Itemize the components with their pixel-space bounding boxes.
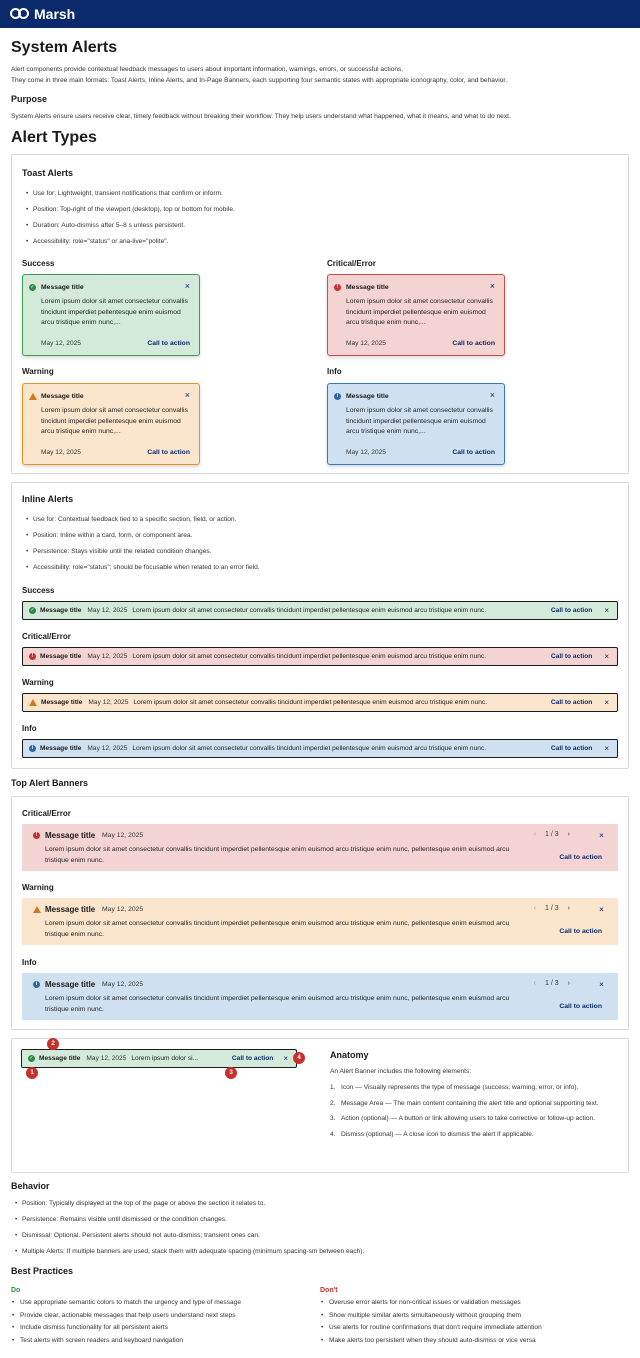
- list-item: • Use for: Lightweight, transient notifications that confirm or inform.: [26, 190, 235, 206]
- close-icon[interactable]: ×: [489, 390, 495, 400]
- dont-heading: Don't: [320, 1287, 338, 1294]
- inline-guidelines-list: [26, 516, 260, 580]
- banner-pager: [534, 905, 570, 912]
- anatomy-marker-dismiss: 4: [293, 1052, 305, 1064]
- info-circle-icon: i: [334, 393, 341, 400]
- alert-date: May 12, 2025: [88, 699, 129, 706]
- banner-body: Lorem ipsum dolor sit amet consectetur convallis tincidunt imperdiet pellentesque enim euismod arcu tristique enim nunc, pellentesque enim euismod arcu tristique enim nunc.: [45, 920, 510, 938]
- list-item: • Use alerts for routine confirmations that don't require immediate attention: [320, 1324, 542, 1337]
- check-circle-icon: ✓: [29, 1055, 34, 1061]
- banner-pager: [534, 980, 570, 987]
- alert-body: Lorem ipsum dolor sit amet consectetur convallis tincidunt imperdiet pellentesque enim euismod arcu tristique enim nunc.: [132, 745, 487, 752]
- inline-alert-warning: [22, 693, 618, 712]
- banner-error-label: Critical/Error: [22, 809, 71, 818]
- list-item: [330, 1114, 614, 1125]
- list-item: • Accessibility: role="status"; should be focusable when related to an error field.: [26, 564, 260, 580]
- item-text: Message Area — The main content containing the alert title and optional supporting text.: [341, 1099, 599, 1107]
- inline-info-label: Info: [22, 724, 37, 733]
- call-to-action-link[interactable]: Call to action: [550, 653, 593, 660]
- anatomy-marker-action: 3: [225, 1067, 237, 1079]
- toast-body: Lorem ipsum dolor sit amet consectetur convallis tincidunt imperdiet pellentesque enim euismod arcu tristique enim nunc,...: [41, 298, 188, 326]
- banner-date: May 12, 2025: [102, 981, 144, 988]
- toast-success: [22, 274, 200, 356]
- list-item: • Make alerts too persistent when they should auto-dismiss or vice versa: [320, 1337, 542, 1350]
- alert-date: May 12, 2025: [87, 607, 128, 614]
- marsh-logo-icon: [10, 8, 30, 20]
- item-text: Dismiss (optional) — A close icon to dismiss the alert if applicable.: [341, 1130, 534, 1138]
- list-item: • Show multiple similar alerts simultaneously without grouping them: [320, 1312, 542, 1325]
- toast-title: Message title: [41, 393, 84, 400]
- do-list: [11, 1299, 241, 1349]
- toast-body: Lorem ipsum dolor sit amet consectetur convallis tincidunt imperdiet pellentesque enim euismod arcu tristique enim nunc,...: [346, 298, 493, 326]
- banner-date: May 12, 2025: [102, 906, 144, 913]
- banner-title: Message title: [45, 905, 96, 914]
- call-to-action-link[interactable]: Call to action: [147, 449, 190, 456]
- brand-name: Marsh: [34, 6, 76, 22]
- inline-warning-label: Warning: [22, 678, 54, 687]
- chevron-left-icon[interactable]: ‹: [533, 831, 537, 838]
- intro-line-1: Alert components provide contextual feedback messages to users about important information, warnings, errors, or successful actions.: [11, 66, 404, 73]
- warning-triangle-icon: [29, 393, 37, 400]
- anatomy-example-alert: [21, 1049, 297, 1068]
- anatomy-marker-icon: 1: [26, 1067, 38, 1079]
- banner-info: [22, 973, 618, 1020]
- call-to-action-link[interactable]: Call to action: [452, 340, 495, 347]
- toast-warning-label: Warning: [22, 367, 54, 376]
- toast-date: May 12, 2025: [346, 340, 386, 347]
- list-item: [330, 1130, 614, 1141]
- pager-count: 1 / 3: [545, 905, 559, 912]
- banner-body: Lorem ipsum dolor sit amet consectetur convallis tincidunt imperdiet pellentesque enim euismod arcu tristique enim nunc, pellentesque enim euismod arcu tristique enim nunc.: [45, 846, 510, 864]
- close-icon[interactable]: ×: [599, 979, 604, 989]
- banner-info-label: Info: [22, 958, 37, 967]
- toast-title: Message title: [346, 393, 389, 400]
- list-item: • Position: Typically displayed at the top of the page or above the section it relates to.: [15, 1200, 364, 1216]
- check-circle-icon: ✓: [30, 284, 35, 290]
- alert-body: Lorem ipsum dolor sit amet consectetur convallis tincidunt imperdiet pellentesque enim euismod arcu tristique enim nunc.: [132, 653, 487, 660]
- list-item: • Accessibility: role="status" or aria-live="polite".: [26, 238, 235, 254]
- banner-pager: [534, 831, 570, 838]
- close-icon[interactable]: ×: [604, 698, 609, 707]
- toast-title: Message title: [346, 284, 389, 291]
- close-icon[interactable]: ×: [604, 606, 609, 615]
- alert-types-heading: Alert Types: [11, 129, 97, 146]
- list-item: • Position: Top-right of the viewport (desktop), top or bottom for mobile.: [26, 206, 235, 222]
- marsh-logo[interactable]: [10, 6, 75, 22]
- close-icon[interactable]: ×: [184, 390, 190, 400]
- toast-error-label: Critical/Error: [327, 259, 376, 268]
- chevron-right-icon[interactable]: ›: [567, 831, 570, 838]
- list-item: • Provide clear, actionable messages that help users understand next steps: [11, 1312, 241, 1325]
- list-item: • Persistence: Remains visible until dismissed or the condition changes.: [15, 1216, 364, 1232]
- list-item: • Dismissal: Optional. Persistent alerts should not auto-dismiss; transient ones can.: [15, 1232, 364, 1248]
- toast-info-label: Info: [327, 367, 342, 376]
- chevron-left-icon[interactable]: ‹: [533, 980, 537, 987]
- alert-date: May 12, 2025: [87, 745, 128, 752]
- banner-title: Message title: [45, 980, 96, 989]
- close-icon[interactable]: ×: [599, 830, 604, 840]
- toast-body: Lorem ipsum dolor sit amet consectetur convallis tincidunt imperdiet pellentesque enim euismod arcu tristique enim nunc,...: [346, 407, 493, 435]
- anatomy-marker-message: 2: [47, 1038, 59, 1050]
- close-icon[interactable]: ×: [599, 904, 604, 914]
- item-number: 2.: [330, 1099, 336, 1107]
- toast-date: May 12, 2025: [41, 340, 81, 347]
- list-item: • Duration: Auto-dismiss after 5–8 s unless persistent.: [26, 222, 235, 238]
- anatomy-heading: Anatomy: [330, 1050, 369, 1060]
- alert-title: Message title: [39, 1055, 81, 1062]
- close-icon[interactable]: ×: [184, 281, 190, 291]
- call-to-action-link[interactable]: Call to action: [550, 699, 593, 706]
- dont-list: [320, 1299, 542, 1349]
- item-number: 1.: [330, 1084, 336, 1091]
- call-to-action-link[interactable]: Call to action: [550, 607, 593, 614]
- page-title: System Alerts: [11, 39, 118, 56]
- anatomy-list: [330, 1083, 614, 1145]
- toast-success-label: Success: [22, 259, 55, 268]
- intro-text: [11, 65, 507, 86]
- alert-title: Message title: [40, 745, 82, 752]
- item-text: Action (optional) — A button or link allowing users to take corrective or follow-up action.: [341, 1115, 595, 1122]
- list-item: • Overuse error alerts for non-critical issues or validation messages: [320, 1299, 542, 1312]
- purpose-heading: Purpose: [11, 94, 48, 104]
- list-item: • Include dismiss functionality for all persistent alerts: [11, 1324, 241, 1337]
- item-number: 3.: [330, 1115, 336, 1122]
- toast-warning: [22, 383, 200, 465]
- list-item: • Use for: Contextual feedback tied to a specific section, field, or action.: [26, 516, 260, 532]
- inline-error-label: Critical/Error: [22, 632, 71, 641]
- inline-alert-info: [22, 739, 618, 758]
- pager-count: 1 / 3: [545, 831, 559, 838]
- alert-date: May 12, 2025: [87, 653, 128, 660]
- alert-body: Lorem ipsum dolor sit amet consectetur convallis tincidunt imperdiet pellentesque enim euismod arcu tristique enim nunc.: [133, 699, 488, 706]
- toast-error: [327, 274, 505, 356]
- intro-line-2: They come in three main formats: Toast Alerts, Inline Alerts, and In-Page Banners, each supporting four semantic states with appropriate iconography, color, and behavior.: [11, 76, 508, 84]
- list-item: • Multiple Alerts: If multiple banners are used, stack them with adequate spacing (minimum spacing-sm between each).: [15, 1248, 364, 1264]
- item-number: 4.: [330, 1130, 336, 1138]
- chevron-right-icon[interactable]: ›: [567, 980, 570, 987]
- alert-title: Message title: [40, 607, 82, 614]
- alert-title: Message title: [40, 653, 82, 660]
- call-to-action-link[interactable]: Call to action: [452, 449, 495, 456]
- toast-info: [327, 383, 505, 465]
- best-practices-heading: Best Practices: [11, 1266, 74, 1276]
- top-banners-card: [11, 796, 629, 1030]
- list-item: [330, 1083, 614, 1094]
- inline-success-label: Success: [22, 586, 55, 595]
- list-item: [330, 1099, 614, 1110]
- close-icon[interactable]: ×: [604, 652, 609, 661]
- toast-guidelines-list: [26, 190, 235, 254]
- alert-title: Message title: [41, 699, 83, 706]
- toast-body: Lorem ipsum dolor sit amet consectetur convallis tincidunt imperdiet pellentesque enim euismod arcu tristique enim nunc,...: [41, 407, 188, 435]
- top-banners-heading: Top Alert Banners: [11, 778, 89, 788]
- call-to-action-link[interactable]: Call to action: [231, 1055, 274, 1062]
- alert-date: May 12, 2025: [86, 1055, 127, 1062]
- pager-count: 1 / 3: [545, 980, 559, 987]
- list-item: • Use appropriate semantic colors to match the urgency and type of message: [11, 1299, 241, 1312]
- alert-body: Lorem ipsum dolor si...: [131, 1055, 199, 1062]
- call-to-action-link[interactable]: Call to action: [147, 340, 190, 347]
- list-item: • Position: Inline within a card, form, or component area.: [26, 532, 260, 548]
- warning-triangle-icon: [33, 906, 41, 913]
- toast-alerts-heading: Toast Alerts: [22, 168, 74, 178]
- info-circle-icon: i: [29, 745, 36, 752]
- toast-date: May 12, 2025: [41, 449, 81, 456]
- inline-alerts-heading: Inline Alerts: [22, 494, 74, 504]
- error-circle-icon: !: [33, 832, 40, 839]
- close-icon[interactable]: ×: [283, 1054, 288, 1063]
- banner-body: Lorem ipsum dolor sit amet consectetur convallis tincidunt imperdiet pellentesque enim euismod arcu tristique enim nunc, pellentesque enim euismod arcu tristique enim nunc.: [45, 995, 510, 1013]
- item-text: Icon — Visually represents the type of message (success, warning, error, or info).: [341, 1084, 579, 1091]
- warning-triangle-icon: [29, 699, 37, 706]
- banner-date: May 12, 2025: [102, 832, 144, 839]
- call-to-action-link[interactable]: Call to action: [550, 745, 593, 752]
- purpose-text: System Alerts ensure users receive clear, timely feedback without breaking their workflow. They help users understand what happened, what it means, and what to do next.: [11, 113, 511, 120]
- toast-date: May 12, 2025: [346, 449, 386, 456]
- chevron-left-icon[interactable]: ‹: [533, 905, 537, 912]
- banner-title: Message title: [45, 831, 96, 840]
- top-navigation-bar: [0, 0, 640, 28]
- error-circle-icon: !: [334, 284, 341, 291]
- do-heading: Do: [11, 1287, 21, 1294]
- behavior-heading: Behavior: [11, 1181, 50, 1191]
- close-icon[interactable]: ×: [604, 744, 609, 753]
- toast-title: Message title: [41, 284, 84, 291]
- banner-warning: [22, 898, 618, 945]
- inline-alert-error: [22, 647, 618, 666]
- banner-error: [22, 824, 618, 871]
- banner-warning-label: Warning: [22, 883, 54, 892]
- chevron-right-icon[interactable]: ›: [567, 905, 570, 912]
- call-to-action-link[interactable]: Call to action: [559, 854, 602, 861]
- call-to-action-link[interactable]: Call to action: [559, 928, 602, 935]
- inline-alerts-card: [11, 482, 629, 769]
- behavior-list: [15, 1200, 364, 1264]
- inline-alert-success: [22, 601, 618, 620]
- check-circle-icon: ✓: [30, 607, 35, 613]
- call-to-action-link[interactable]: Call to action: [559, 1003, 602, 1010]
- info-circle-icon: i: [33, 981, 40, 988]
- alert-body: Lorem ipsum dolor sit amet consectetur convallis tincidunt imperdiet pellentesque enim euismod arcu tristique enim nunc.: [132, 607, 487, 614]
- close-icon[interactable]: ×: [489, 281, 495, 291]
- list-item: • Persistence: Stays visible until the related condition changes.: [26, 548, 260, 564]
- list-item: • Test alerts with screen readers and keyboard navigation: [11, 1337, 241, 1350]
- toast-alerts-card: [11, 154, 629, 474]
- anatomy-intro: An Alert Banner includes the following elements:: [330, 1068, 472, 1075]
- error-circle-icon: !: [29, 653, 36, 660]
